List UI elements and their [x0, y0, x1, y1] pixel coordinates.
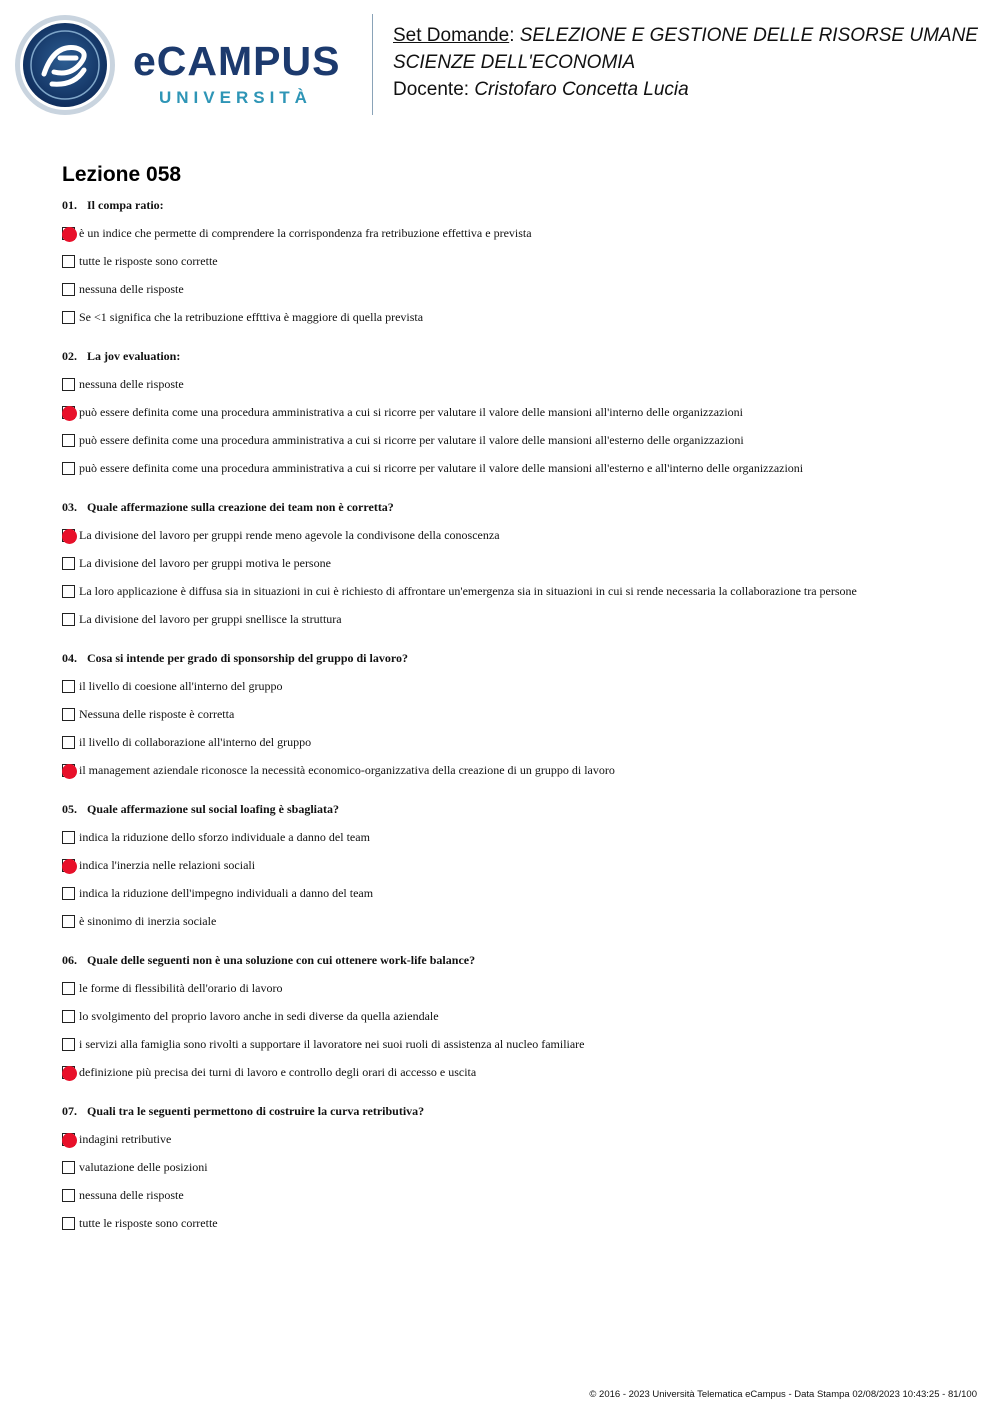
- question-text: Quale affermazione sulla creazione dei team non è corretta?: [87, 500, 394, 514]
- answer-checkbox[interactable]: [62, 283, 75, 296]
- question-number: 04.: [62, 651, 77, 665]
- answer-checkbox[interactable]: [62, 557, 75, 570]
- answer-checkbox[interactable]: [62, 613, 75, 626]
- answer-label: il management aziendale riconosce la necessità economico-organizzativa della creazione di un gruppo di lavoro: [79, 762, 615, 777]
- question-text: Quale affermazione sul social loafing è sbagliata?: [87, 802, 339, 816]
- answer-option[interactable]: [62, 275, 962, 303]
- question-block: [62, 347, 962, 498]
- answer-label: le forme di flessibilità dell'orario di lavoro: [79, 980, 283, 995]
- question-text: Il compa ratio:: [87, 198, 164, 212]
- answer-label: il livello di collaborazione all'interno del gruppo: [79, 734, 312, 749]
- answer-option[interactable]: [62, 247, 962, 275]
- answer-option[interactable]: [62, 1002, 962, 1030]
- answer-checkbox[interactable]: [62, 585, 75, 598]
- answer-label: nessuna delle risposte: [79, 1187, 184, 1202]
- ecampus-emblem-icon: [14, 14, 116, 116]
- question-text: Cosa si intende per grado di sponsorship del gruppo di lavoro?: [87, 651, 408, 665]
- answer-checkbox[interactable]: [62, 1038, 75, 1051]
- answer-label: La divisione del lavoro per gruppi snellisce la struttura: [79, 611, 342, 626]
- question-title: [62, 649, 962, 672]
- answer-checkbox[interactable]: [62, 462, 75, 475]
- answer-checkbox[interactable]: [62, 255, 75, 268]
- course-info: [393, 22, 978, 103]
- teacher-name: Cristofaro Concetta Lucia: [474, 79, 689, 100]
- question-block: [62, 196, 962, 347]
- answer-option[interactable]: [62, 398, 962, 426]
- answer-option[interactable]: [62, 303, 962, 331]
- answer-option[interactable]: [62, 907, 962, 935]
- answer-label: nessuna delle risposte: [79, 376, 184, 391]
- set-domande-label: Set Domande: [393, 25, 510, 46]
- answer-checkbox[interactable]: [62, 434, 75, 447]
- answer-label: indica la riduzione dello sforzo individuale a danno del team: [79, 829, 370, 844]
- answer-option[interactable]: [62, 1030, 962, 1058]
- answer-option[interactable]: [62, 605, 962, 633]
- answer-checkbox[interactable]: [62, 378, 75, 391]
- course-subtitle: SCIENZE DELL'ECONOMIA: [393, 52, 636, 73]
- question-title: [62, 498, 962, 521]
- answer-checkbox[interactable]: [62, 1010, 75, 1023]
- answer-option[interactable]: [62, 1209, 962, 1237]
- answer-label: Nessuna delle risposte è corretta: [79, 706, 235, 721]
- header-divider: [372, 14, 373, 115]
- question-number: 03.: [62, 500, 77, 514]
- answer-label: nessuna delle risposte: [79, 281, 184, 296]
- answer-option[interactable]: [62, 1058, 962, 1086]
- lesson-title: Lezione 058: [62, 163, 182, 186]
- answer-label: lo svolgimento del proprio lavoro anche in sedi diverse da quella aziendale: [79, 1008, 439, 1023]
- answer-label: valutazione delle posizioni: [79, 1159, 208, 1174]
- wordmark-ecampus: eCAMPUS: [133, 38, 341, 84]
- answer-checkbox[interactable]: [62, 982, 75, 995]
- answer-checkbox-selected[interactable]: [62, 859, 75, 872]
- answer-checkbox[interactable]: [62, 887, 75, 900]
- answer-option[interactable]: [62, 974, 962, 1002]
- answer-option[interactable]: [62, 426, 962, 454]
- answer-option[interactable]: [62, 577, 962, 605]
- answer-option[interactable]: [62, 823, 962, 851]
- answer-option[interactable]: [62, 672, 962, 700]
- answer-checkbox-selected[interactable]: [62, 1133, 75, 1146]
- question-text: Quali tra le seguenti permettono di costruire la curva retributiva?: [87, 1104, 425, 1118]
- page-header: [0, 0, 1000, 130]
- question-number: 01.: [62, 198, 77, 212]
- answer-option[interactable]: [62, 454, 962, 482]
- answer-option[interactable]: [62, 521, 962, 549]
- answer-label: i servizi alla famiglia sono rivolti a supportare il lavoratore nei suoi ruoli di assistenza al nucleo familiare: [79, 1036, 585, 1051]
- question-title: [62, 951, 962, 974]
- answer-checkbox-selected[interactable]: [62, 227, 75, 240]
- answer-option[interactable]: [62, 879, 962, 907]
- answer-option[interactable]: [62, 700, 962, 728]
- answer-option[interactable]: [62, 549, 962, 577]
- answer-label: il livello di coesione all'interno del gruppo: [79, 678, 283, 693]
- question-number: 02.: [62, 349, 77, 363]
- question-number: 06.: [62, 953, 77, 967]
- question-number: 05.: [62, 802, 77, 816]
- answer-option[interactable]: [62, 1181, 962, 1209]
- answer-checkbox[interactable]: [62, 1217, 75, 1230]
- answer-label: La divisione del lavoro per gruppi rende meno agevole la condivisone della conoscenza: [79, 527, 500, 542]
- answer-checkbox[interactable]: [62, 831, 75, 844]
- question-block: [62, 800, 962, 951]
- answer-label: può essere definita come una procedura amministrativa a cui si ricorre per valutare il valore delle mansioni all'interno delle organizzazioni: [79, 404, 744, 419]
- answer-label: può essere definita come una procedura amministrativa a cui si ricorre per valutare il valore delle mansioni all'esterno e all'interno delle organizzazioni: [79, 460, 804, 475]
- answer-checkbox-selected[interactable]: [62, 764, 75, 777]
- answer-checkbox[interactable]: [62, 1189, 75, 1202]
- answer-checkbox[interactable]: [62, 915, 75, 928]
- answer-checkbox[interactable]: [62, 1161, 75, 1174]
- answer-label: è un indice che permette di comprendere la corrispondenza fra retribuzione effettiva e prevista: [79, 225, 532, 240]
- answer-label: La divisione del lavoro per gruppi motiva le persone: [79, 555, 331, 570]
- answer-label: tutte le risposte sono corrette: [79, 253, 218, 268]
- page-footer: © 2016 - 2023 Università Telematica eCampus - Data Stampa 02/08/2023 10:43:25 - 81/100: [589, 1389, 977, 1400]
- answer-option[interactable]: [62, 851, 962, 879]
- answer-option[interactable]: [62, 370, 962, 398]
- answer-checkbox[interactable]: [62, 708, 75, 721]
- answer-label: La loro applicazione è diffusa sia in situazioni in cui è richiesto di affrontare un'emergenza sia in situazioni in cui si rende necessaria la collaborazione tra persone: [79, 583, 857, 598]
- answer-label: definizione più precisa dei turni di lavoro e controllo degli orari di accesso e uscita: [79, 1064, 477, 1079]
- question-block: [62, 649, 962, 800]
- answer-label: indica l'inerzia nelle relazioni sociali: [79, 857, 256, 872]
- answer-option[interactable]: [62, 756, 962, 784]
- teacher-line: [393, 76, 978, 103]
- course-title: SELEZIONE E GESTIONE DELLE RISORSE UMANE: [519, 25, 978, 46]
- answer-checkbox-selected[interactable]: [62, 529, 75, 542]
- answer-label: indagini retributive: [79, 1131, 172, 1146]
- answer-option[interactable]: [62, 219, 962, 247]
- answer-option[interactable]: [62, 1125, 962, 1153]
- answer-option[interactable]: [62, 728, 962, 756]
- answer-label: Se <1 significa che la retribuzione effttiva è maggiore di quella prevista: [79, 309, 424, 324]
- question-title: [62, 196, 962, 219]
- answer-label: è sinonimo di inerzia sociale: [79, 913, 217, 928]
- question-title: [62, 1102, 962, 1125]
- question-title: [62, 800, 962, 823]
- wordmark-universita: UNIVERSITÀ: [159, 88, 312, 107]
- set-separator: :: [509, 25, 515, 46]
- ecampus-wordmark: [133, 38, 358, 110]
- question-text: La jov evaluation:: [87, 349, 181, 363]
- question-block: [62, 951, 962, 1102]
- answer-checkbox-selected[interactable]: [62, 1066, 75, 1079]
- question-list: [62, 196, 962, 1253]
- course-title-line: [393, 22, 978, 49]
- question-block: [62, 1102, 962, 1253]
- answer-label: indica la riduzione dell'impegno individuali a danno del team: [79, 885, 374, 900]
- answer-label: tutte le risposte sono corrette: [79, 1215, 218, 1230]
- teacher-label: Docente:: [393, 79, 470, 100]
- answer-checkbox[interactable]: [62, 680, 75, 693]
- answer-option[interactable]: [62, 1153, 962, 1181]
- answer-label: può essere definita come una procedura amministrativa a cui si ricorre per valutare il valore delle mansioni all'esterno delle organizzazioni: [79, 432, 744, 447]
- question-title: [62, 347, 962, 370]
- question-block: [62, 498, 962, 649]
- answer-checkbox-selected[interactable]: [62, 406, 75, 419]
- question-text: Quale delle seguenti non è una soluzione con cui ottenere work-life balance?: [87, 953, 476, 967]
- answer-checkbox[interactable]: [62, 311, 75, 324]
- answer-checkbox[interactable]: [62, 736, 75, 749]
- question-number: 07.: [62, 1104, 77, 1118]
